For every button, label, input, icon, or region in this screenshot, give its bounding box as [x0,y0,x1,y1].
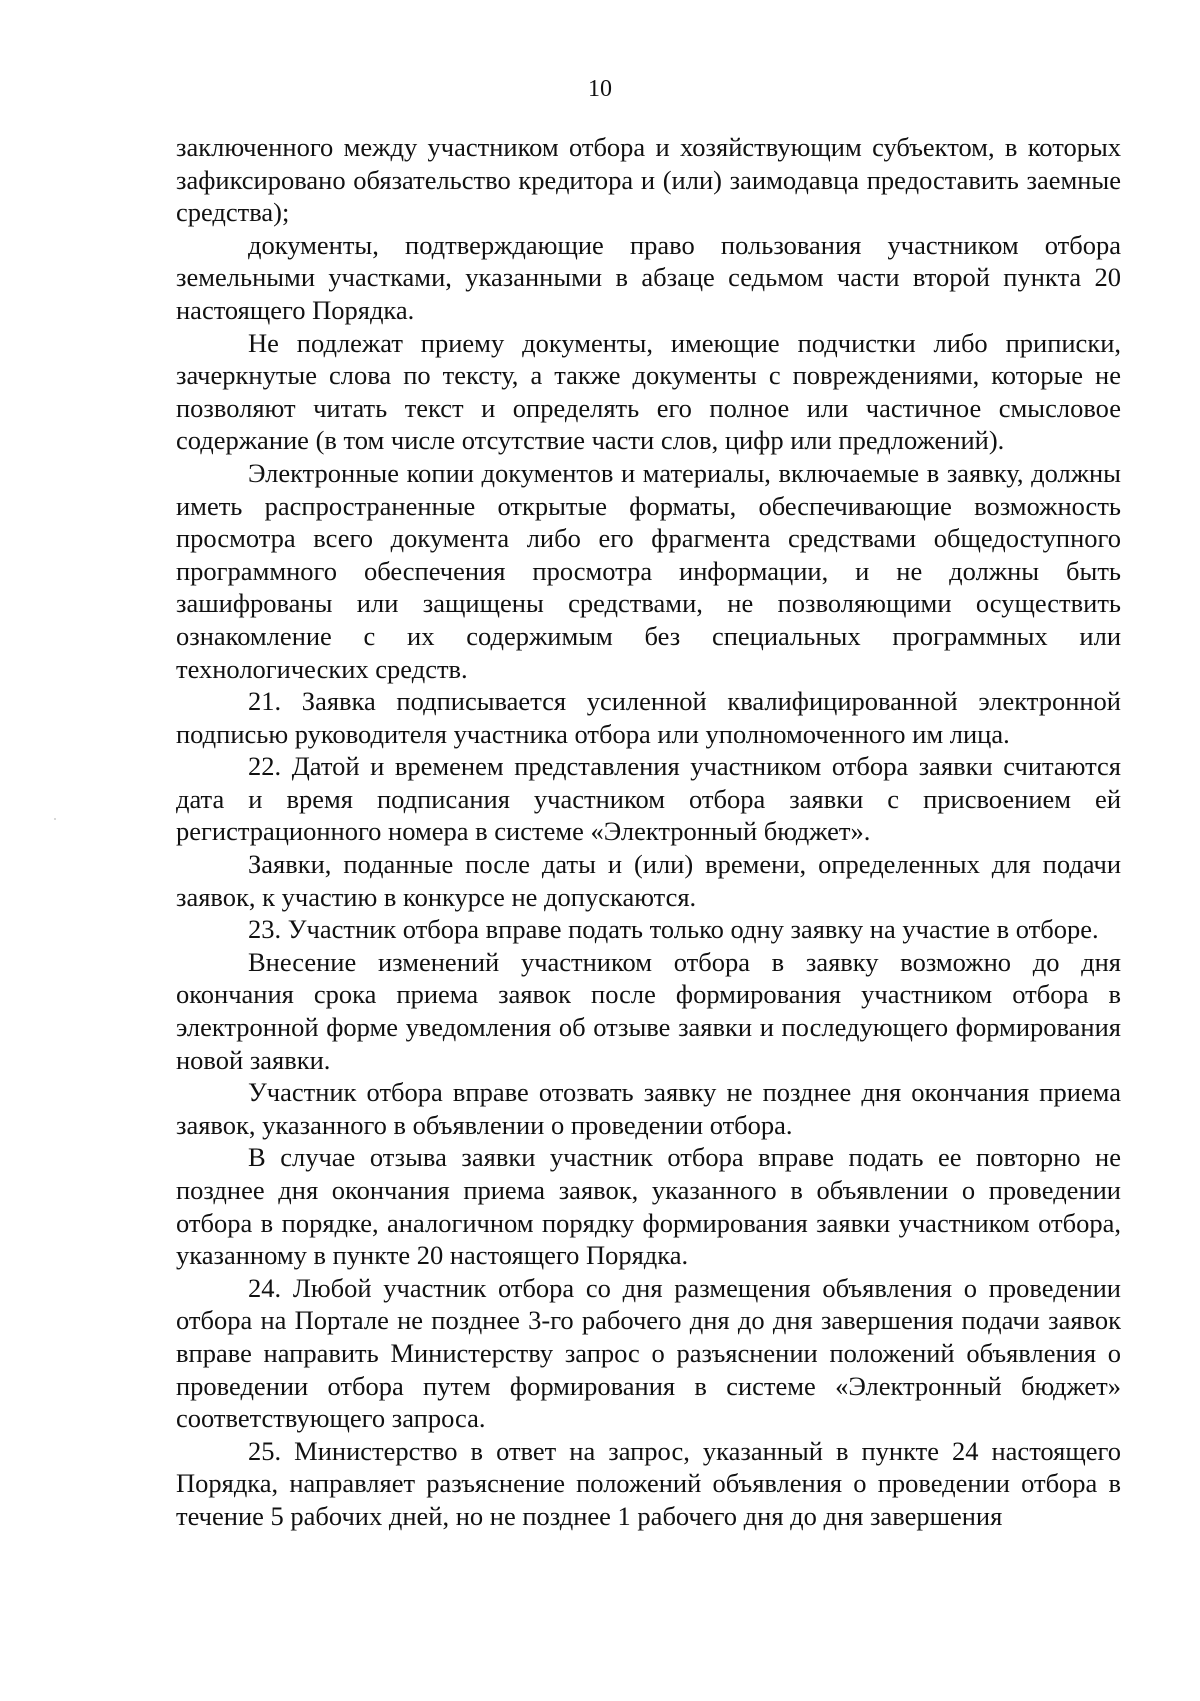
paragraph-item-22: 22. Датой и временем представления участником отбора заявки считаются дата и время подписания участником отбора заявки с присвоением ей регистрационного номера в системе «Электронный бюджет». [176,751,1121,847]
scan-artifact [54,818,56,820]
paragraph: Участник отбора вправе отозвать заявку не позднее дня окончания приема заявок, указанного в объявлении о проведении отбора. [176,1077,1121,1140]
paragraph-item-24: 24. Любой участник отбора со дня размещения объявления о проведении отбора на Портале не позднее 3-го рабочего дня до дня завершения подачи заявок вправе направить Министерству запрос о разъяснении положений объявления о проведении отбора путем формирования в системе «Электронный бюджет» соответствующего запроса. [176,1272,1121,1434]
page-number: 10 [588,76,612,102]
paragraph-item-23: 23. Участник отбора вправе подать только одну заявку на участие в отборе. [248,914,1099,945]
paragraph-item-21: 21. Заявка подписывается усиленной квалифицированной электронной подписью руководителя участника отбора или уполномоченного им лица. [176,686,1121,749]
paragraph: Не подлежат приему документы, имеющие подчистки либо приписки, зачеркнутые слова по тексту, а также документы с повреждениями, которые не позволяют читать текст и определять его полное или частичное смысловое содержание (в том числе отсутствие части слов, цифр или предложений). [176,327,1121,456]
document-body [176,131,1121,1533]
paragraph: Внесение изменений участником отбора в заявку возможно до дня окончания срока приема заявок после формирования участником отбора в электронной форме уведомления об отзыве заявки и последующего формирования новой заявки. [176,946,1121,1075]
paragraph-item-25: 25. Министерство в ответ на запрос, указанный в пункте 24 настоящего Порядка, направляет разъяснение положений объявления о проведении отбора в течение 5 рабочих дней, но не позднее 1 рабочего дня до дня завершения [176,1435,1121,1531]
paragraph: Заявки, поданные после даты и (или) времени, определенных для подачи заявок, к участию в конкурсе не допускаются. [176,849,1121,912]
paragraph-continuation: заключенного между участником отбора и хозяйствующим субъектом, в которых зафиксировано обязательство кредитора и (или) заимодавца предоставить заемные средства); [176,132,1121,228]
paragraph: В случае отзыва заявки участник отбора вправе подать ее повторно не позднее дня окончания приема заявок, указанного в объявлении о проведении отбора в порядке, аналогичном порядку формирования заявки участником отбора, указанному в пункте 20 настоящего Порядка. [176,1142,1121,1271]
paragraph: Электронные копии документов и материалы, включаемые в заявку, должны иметь распространенные открытые форматы, обеспечивающие возможность просмотра всего документа либо его фрагмента средствами общедоступного программного обеспечения просмотра информации, и не должны быть зашифрованы или защищены средствами, не позволяющими осуществить ознакомление с их содержимым без специальных программных или технологических средств. [176,457,1121,684]
paragraph: документы, подтверждающие право пользования участником отбора земельными участками, указанными в абзаце седьмом части второй пункта 20 настоящего Порядка. [176,229,1121,325]
